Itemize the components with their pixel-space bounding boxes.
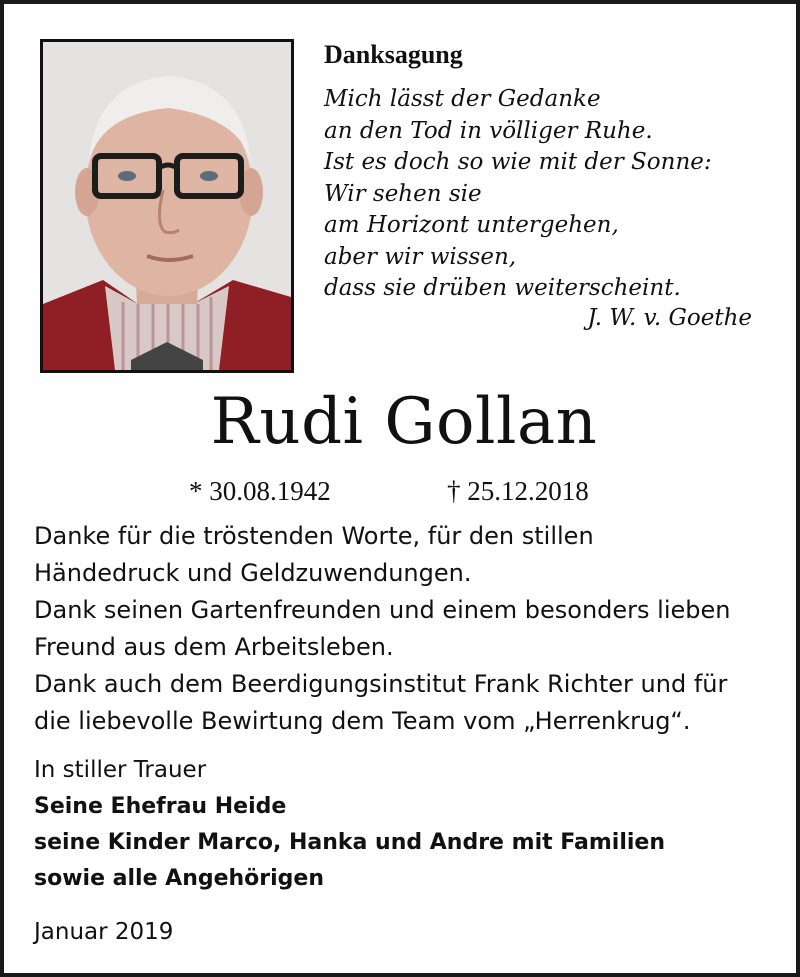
poem-line: Ist es doch so wie mit der Sonne: xyxy=(324,149,712,175)
poem-line: am Horizont untergehen, xyxy=(324,212,619,238)
portrait-photo xyxy=(40,39,294,373)
thanks-line: Freund aus dem Arbeitsleben. xyxy=(34,633,394,661)
thanks-line: Händedruck und Geldzuwendungen. xyxy=(34,559,472,587)
thanks-line: die liebevolle Bewirtung dem Team vom „Herrenkrug“. xyxy=(34,707,691,735)
poem-author: J. W. v. Goethe xyxy=(587,305,752,331)
mourning-intro: In stiller Trauer xyxy=(34,757,207,783)
death-date: † 25.12.2018 xyxy=(447,476,589,506)
thanks-text xyxy=(34,518,784,740)
thanks-line: Danke für die tröstenden Worte, für den stillen xyxy=(34,522,594,550)
mourner-line: Seine Ehefrau Heide xyxy=(34,794,287,819)
poem-line: Mich lässt der Gedanke xyxy=(324,86,601,112)
mourners-list xyxy=(34,789,665,897)
mourner-line: sowie alle Angehörigen xyxy=(34,866,325,891)
poem-line: aber wir wissen, xyxy=(324,243,517,270)
thanks-heading: Danksagung xyxy=(324,40,463,69)
notice-date: Januar 2019 xyxy=(34,919,174,945)
poem-line: an den Tod in völliger Ruhe. xyxy=(324,117,653,144)
mourner-line: seine Kinder Marco, Hanka und Andre mit Familien xyxy=(34,830,665,855)
poem-line: Wir sehen sie xyxy=(324,180,482,207)
poem-line: dass sie drüben weiterscheint. xyxy=(324,275,681,301)
thanks-line: Dank auch dem Beerdigungsinstitut Frank Richter und für xyxy=(34,670,728,698)
birth-date: * 30.08.1942 xyxy=(189,476,331,506)
deceased-name: Rudi Gollan xyxy=(210,385,598,459)
thanks-line: Dank seinen Gartenfreunden und einem besonders lieben xyxy=(34,596,731,624)
poem-quote xyxy=(324,84,712,305)
